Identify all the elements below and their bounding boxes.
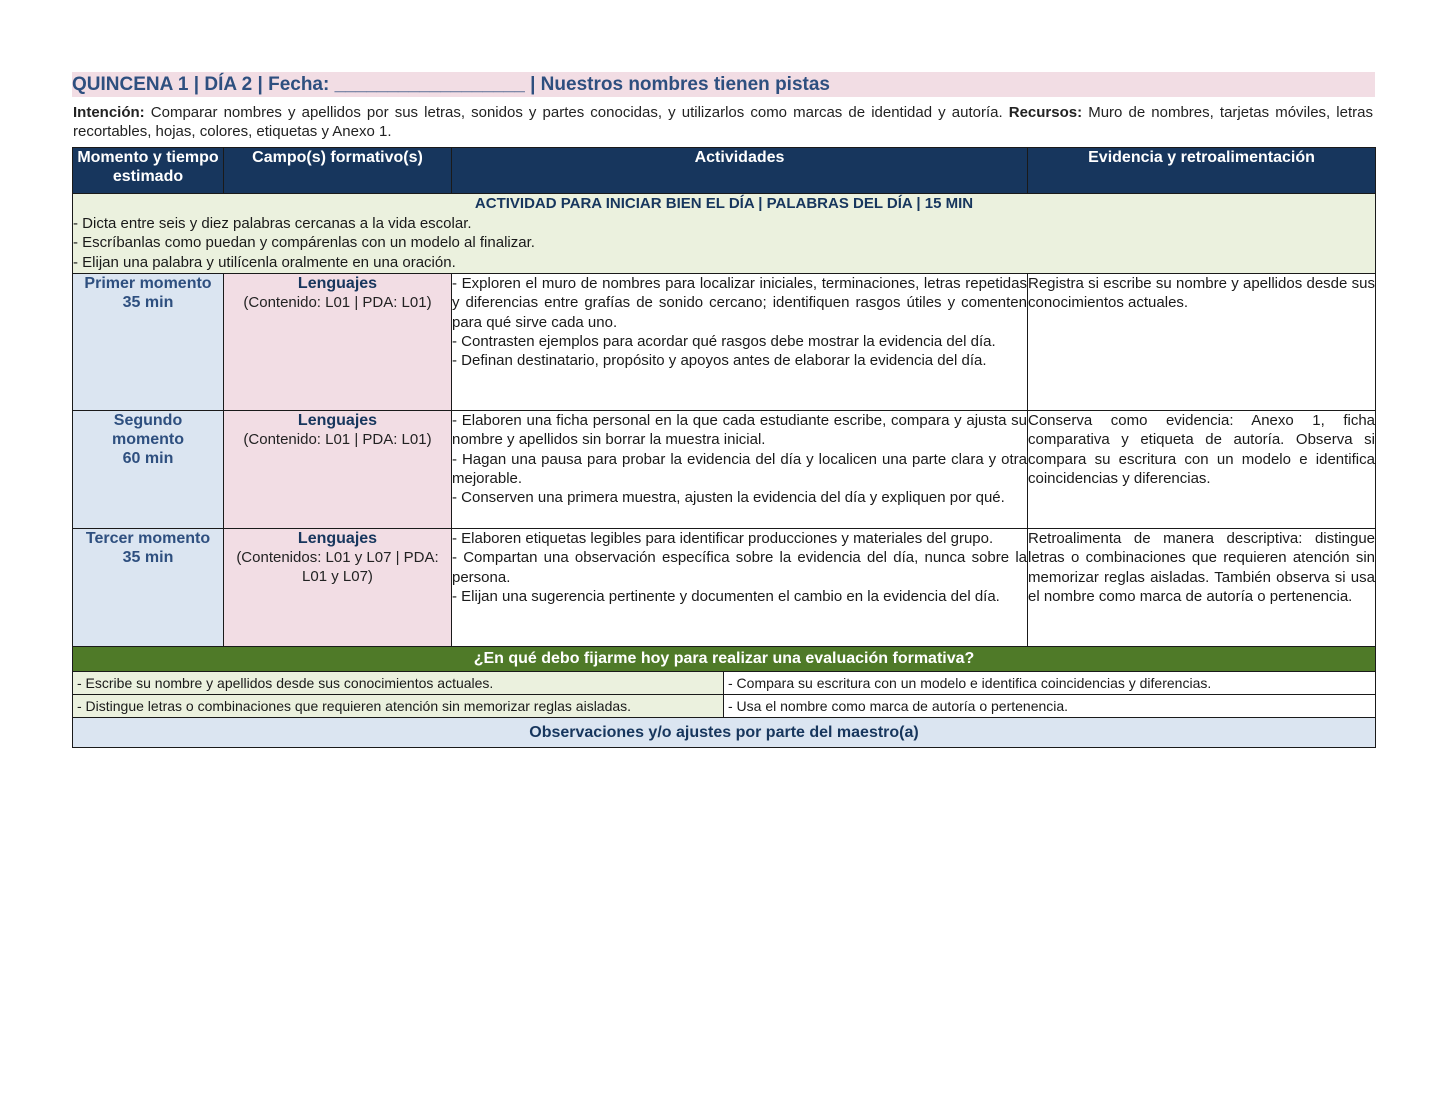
activity-item: - Compartan una observación específica sobre la evidencia del día, nunca sobre la persona.: [452, 549, 1027, 586]
moment-label: Primer momento: [84, 275, 212, 292]
moment-time: 35 min: [122, 294, 174, 311]
table-row: [73, 274, 1376, 411]
formative-item: - Compara su escritura con un modelo e identifica coincidencias y diferencias.: [724, 672, 1375, 694]
intent-label: Intención:: [73, 104, 145, 121]
warmup-cell: [73, 194, 1376, 274]
moment-label: Segundo momento: [112, 412, 184, 448]
formative-cell: [73, 695, 1376, 718]
observations-title: Observaciones y/o ajustes por parte del maestro(a): [73, 718, 1376, 748]
lesson-plan-page: [72, 72, 1375, 748]
campo-cell: [224, 411, 452, 529]
campo-title: Lenguajes: [297, 412, 378, 429]
campo-cell: [224, 529, 452, 647]
formative-title-row: [73, 647, 1376, 672]
campo-contenido: (Contenidos: L01 y L07 | PDA: L01 y L07): [236, 549, 439, 585]
warmup-line: - Dicta entre seis y diez palabras cercanas a la vida escolar.: [73, 214, 472, 232]
table-row: [73, 529, 1376, 647]
campo-title: Lenguajes: [297, 275, 378, 292]
resources-text: Muro de nombres, tarjetas móviles, letras recortables, hojas, colores, etiquetas y Anexo 1.: [73, 104, 1373, 140]
table-header-row: [73, 148, 1376, 194]
page-title: QUINCENA 1 | DÍA 2 | Fecha: __________________ | Nuestros nombres tienen pistas: [72, 72, 1375, 97]
formative-row: [73, 695, 1376, 718]
moment-time: 60 min: [122, 450, 174, 467]
header-moment: Momento y tiempo estimado: [73, 148, 224, 194]
header-activities: Actividades: [452, 148, 1028, 194]
activity-item: - Elijan una sugerencia pertinente y documenten el cambio en la evidencia del día.: [452, 587, 1000, 605]
activities-cell: [452, 274, 1028, 411]
evidence-cell: Registra si escribe su nombre y apellidos desde sus conocimientos actuales.: [1028, 274, 1376, 411]
intent-text: Comparar nombres y apellidos por sus letras, sonidos y partes conocidas, y utilizarlos como marcas de identidad y autoría.: [144, 104, 1009, 121]
table-row: [73, 411, 1376, 529]
activities-cell: [452, 411, 1028, 529]
activity-item: - Exploren el muro de nombres para localizar iniciales, terminaciones, letras repetidas y diferencias entre grafías de sonido cercano; identifiquen rasgos útiles y comenten para qué sirve cada uno.: [452, 275, 1027, 331]
evidence-cell: Retroalimenta de manera descriptiva: distingue letras o combinaciones que requieren atención sin memorizar reglas aisladas. También observa si usa el nombre como marca de autoría o pertenencia.: [1028, 529, 1376, 647]
formative-item: - Escribe su nombre y apellidos desde sus conocimientos actuales.: [73, 672, 724, 694]
intent-paragraph: [73, 103, 1373, 141]
warmup-line: - Escríbanlas como puedan y compárenlas con un modelo al finalizar.: [73, 234, 535, 251]
activity-item: - Elaboren una ficha personal en la que cada estudiante escribe, compara y ajusta su nombre y apellidos sin borrar la muestra inicial.: [452, 412, 1027, 449]
campo-contenido: (Contenido: L01 | PDA: L01): [243, 294, 432, 311]
campo-contenido: (Contenido: L01 | PDA: L01): [243, 431, 432, 448]
activity-item: - Elaboren etiquetas legibles para identificar producciones y materiales del grupo.: [452, 530, 994, 547]
activity-item: - Contrasten ejemplos para acordar qué rasgos debe mostrar la evidencia del día.: [452, 332, 996, 350]
formative-cell: [73, 672, 1376, 695]
header-campo: Campo(s) formativo(s): [224, 148, 452, 194]
moment-cell: [73, 529, 224, 647]
campo-cell: [224, 274, 452, 411]
activity-item: - Hagan una pausa para probar la evidencia del día y localicen una parte clara y otra mejorable.: [452, 450, 1027, 487]
moment-cell: [73, 411, 224, 529]
evidence-cell: Conserva como evidencia: Anexo 1, ficha comparativa y etiqueta de autoría. Observa si compara su escritura con un modelo e identifica coincidencias y diferencias.: [1028, 411, 1376, 529]
formative-title: ¿En qué debo fijarme hoy para realizar una evaluación formativa?: [73, 647, 1376, 672]
resources-label: Recursos:: [1008, 104, 1083, 121]
campo-title: Lenguajes: [297, 530, 378, 547]
formative-item: - Usa el nombre como marca de autoría o pertenencia.: [724, 695, 1375, 717]
warmup-title: ACTIVIDAD PARA INICIAR BIEN EL DÍA | PALABRAS DEL DÍA | 15 MIN: [474, 195, 974, 212]
plan-table: [72, 147, 1376, 748]
warmup-row: [73, 194, 1376, 274]
formative-item: - Distingue letras o combinaciones que requieren atención sin memorizar reglas aisladas.: [73, 695, 724, 717]
formative-row: [73, 672, 1376, 695]
activity-item: - Definan destinatario, propósito y apoyos antes de elaborar la evidencia del día.: [452, 352, 987, 370]
activity-item: - Conserven una primera muestra, ajusten la evidencia del día y expliquen por qué.: [452, 489, 1005, 507]
moment-time: 35 min: [122, 549, 174, 566]
moment-cell: [73, 274, 224, 411]
warmup-line: - Elijan una palabra y utilícenla oralmente en una oración.: [73, 253, 456, 271]
header-evidence: Evidencia y retroalimentación: [1028, 148, 1376, 194]
activities-cell: [452, 529, 1028, 647]
observations-row: [73, 718, 1376, 748]
moment-label: Tercer momento: [85, 530, 211, 547]
